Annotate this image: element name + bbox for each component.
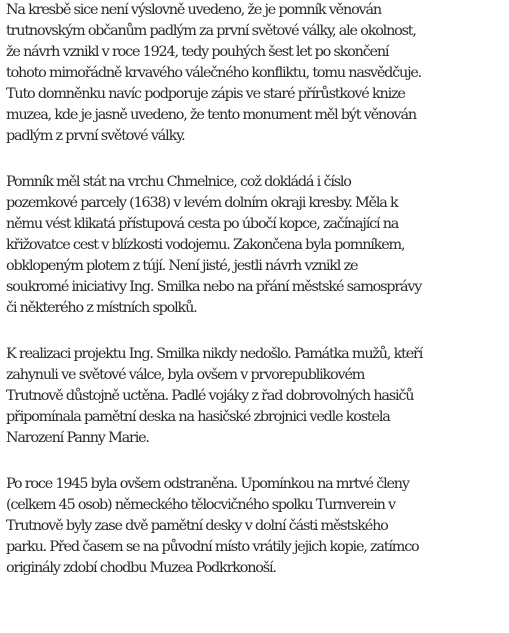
text-line: že návrh vznikl v roce 1924, tedy pouhých šest let po skončení xyxy=(6,44,389,60)
text-line: křižovatce cest v blízkosti vodojemu. Zakončena byla pomníkem, xyxy=(6,237,405,253)
text-line: trutnovským občanům padlým za první světové války, ale okolnost, xyxy=(6,23,416,39)
text-line: tohoto mimořádně krvavého válečného konfliktu, tomu nasvědčuje. xyxy=(6,65,422,81)
text-line: originály zdobí chodbu Muzea Podkrkonoší. xyxy=(6,560,276,576)
text-line: muzea, kde je jasně uvedeno, že tento monument měl být věnován xyxy=(6,107,416,123)
text-line: Narození Panny Marie. xyxy=(6,430,149,446)
paragraph-2 xyxy=(6,172,506,319)
text-line: Na kresbě sice není výslovně uvedeno, že je pomník věnován xyxy=(6,2,381,18)
text-line: obklopeným plotem z tújí. Není jisté, jestli návrh vznikl ze xyxy=(6,258,358,274)
text-line: Po roce 1945 byla ovšem odstraněna. Upomínkou na mrtvé členy xyxy=(6,476,409,492)
paragraph-1 xyxy=(6,0,506,147)
text-line: zahynuli ve světové válce, byla ovšem v prvorepublikovém xyxy=(6,367,365,383)
text-line: parku. Před časem se na původní místo vrátily jejich kopie, zatímco xyxy=(6,539,419,555)
text-line: K realizaci projektu Ing. Smilka nikdy nedošlo. Památka mužů, kteří xyxy=(6,346,423,362)
text-line: němu vést klikatá přístupová cesta po úbočí kopce, začínající na xyxy=(6,216,399,232)
text-line: Pomník měl stát na vrchu Chmelnice, což dokládá i číslo xyxy=(6,174,351,190)
text-line: Trutnově byly zase dvě pamětní desky v dolní části městského xyxy=(6,518,388,534)
text-line: či některého z místních spolků. xyxy=(6,300,197,316)
paragraph-4 xyxy=(6,474,506,579)
text-line: (celkem 45 osob) německého tělocvičného spolku Turnverein v xyxy=(6,497,395,513)
paragraph-3 xyxy=(6,344,506,449)
text-line: padlým z první světové války. xyxy=(6,128,185,144)
text-line: soukromé iniciativy Ing. Smilka nebo na přání městské samosprávy xyxy=(6,279,422,295)
text-line: Trutnově důstojně uctěna. Padlé vojáky z řad dobrovolných hasičů xyxy=(6,388,414,404)
article-body xyxy=(6,0,506,604)
text-line: pozemkové parcely (1638) v levém dolním okraji kresby. Měla k xyxy=(6,195,398,211)
text-line: Tuto domněnku navíc podporuje zápis ve staré přírůstkové knize xyxy=(6,86,405,102)
text-line: připomínala pamětní deska na hasičské zbrojnici vedle kostela xyxy=(6,409,390,425)
